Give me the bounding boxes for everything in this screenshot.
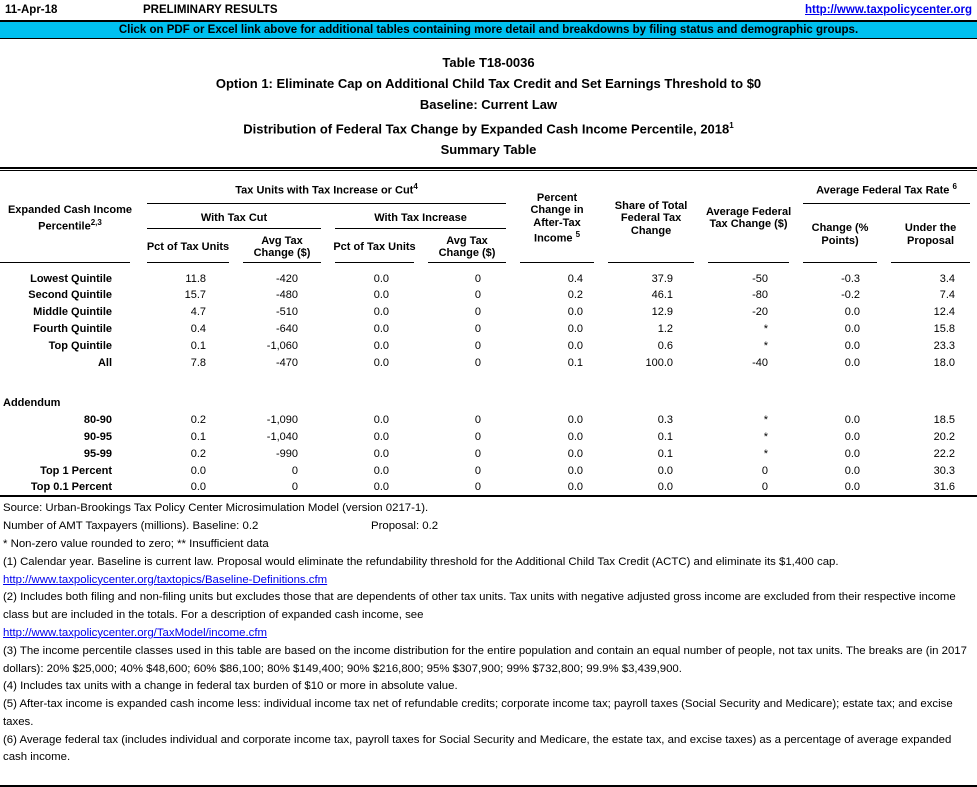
cell: 0.0	[567, 322, 584, 335]
header-underline	[243, 262, 321, 263]
cell: 0.3	[657, 413, 674, 426]
header-inc-avg-change-text: Avg Tax Change ($)	[438, 234, 496, 260]
footnote-3: (3) The income percentile classes used in this table are based on the income distribution for the entire population and contain an equal number of people, not tax units. The breaks are (in 2017 dollars): 20% $25,000; 40% $48,600; 60% $86,100; 80% $149,400; 90% $216,800; 95% $307,900; 99% $732,800; 99.9% $3,439,900.	[3, 644, 967, 675]
cell: 0.0	[567, 413, 584, 426]
header-underline	[147, 228, 321, 229]
header-group-tax-units-sup: 4	[413, 181, 418, 191]
table-row	[0, 286, 977, 303]
cell: 0	[474, 413, 482, 426]
cell: 4.7	[190, 305, 206, 318]
cell: 30.3	[933, 464, 956, 477]
header-expanded-cash-income-text: Expanded Cash Income Percentile	[7, 204, 133, 233]
summary-table	[0, 172, 977, 497]
taxpolicycenter-link[interactable]: http://www.taxpolicycenter.org	[805, 4, 972, 16]
cell: 18.5	[933, 413, 956, 426]
cell: 0.0	[657, 464, 674, 477]
report-date: 11-Apr-18	[5, 4, 58, 16]
cell: 0.0	[373, 464, 389, 477]
summary-table-container	[0, 167, 977, 497]
cell: 0.0	[844, 447, 861, 460]
header-with-tax-cut	[140, 205, 328, 230]
table-header	[0, 172, 977, 264]
amt-taxpayers-line	[3, 518, 973, 536]
cell: 23.3	[933, 339, 956, 352]
cell: 20.2	[933, 430, 956, 443]
header-cut-pct-units-text: Pct of Tax Units	[146, 241, 230, 254]
footnote-4: (4) Includes tax units with a change in federal tax burden of $10 or more in absolute value.	[3, 680, 458, 693]
header-pct-change-text: Percent Change in After-Tax Income	[530, 191, 584, 245]
cell: 0.0	[567, 339, 584, 352]
cell: 0	[291, 481, 298, 494]
cell: 0	[474, 305, 482, 318]
preliminary-results-label: PRELIMINARY RESULTS	[143, 4, 278, 16]
row-label: 95-99	[83, 447, 112, 460]
cell: 0.0	[373, 273, 389, 286]
header-underline	[147, 203, 506, 204]
table-row	[0, 428, 977, 445]
cell: 15.7	[184, 288, 206, 301]
footnote-2: (2) Includes both filing and non-filing units but excludes those that are dependents of other tax units. Tax units with negative adjusted gross income are excluded from their respective income class but are included in the totals. For a description of expanded cash income, see	[3, 591, 956, 622]
cell: 0	[474, 288, 482, 301]
cell: 0.0	[373, 288, 389, 301]
cell: 1.2	[657, 322, 674, 335]
cell: 0.1	[567, 356, 584, 369]
table-row	[0, 320, 977, 337]
cell: -990	[275, 447, 298, 460]
header-group-avg-rate	[796, 172, 977, 205]
table-row	[0, 479, 977, 496]
cell: 0.2	[190, 413, 206, 426]
header-inc-avg-change	[421, 230, 513, 264]
cell: -20	[752, 305, 769, 318]
table-row	[0, 411, 977, 428]
cell: 7.4	[939, 288, 956, 301]
header-underline	[335, 262, 414, 263]
header-group-tax-units	[140, 172, 513, 205]
cell: 0.0	[844, 464, 861, 477]
cell: 0.0	[844, 356, 861, 369]
header-rate-under-proposal-text: Under the Proposal	[904, 222, 957, 247]
cell: -640	[275, 322, 298, 335]
header-avg-federal-tax-change-text: Average Federal Tax Change ($)	[705, 205, 792, 231]
section-label: Addendum	[3, 397, 61, 410]
cell: 12.9	[651, 305, 674, 318]
table-row	[0, 337, 977, 354]
header-rate-under-proposal	[884, 205, 977, 264]
cell: 0.0	[844, 339, 861, 352]
table-row	[0, 462, 977, 479]
cell: 0.1	[190, 339, 206, 352]
baseline-definitions-link[interactable]: http://www.taxpolicycenter.org/taxtopics/Baseline-Definitions.cfm	[3, 573, 328, 586]
cell: 0.1	[657, 430, 674, 443]
row-label: Top 0.1 Percent	[30, 481, 112, 494]
header-avg-federal-tax-change	[701, 172, 796, 264]
header-share-of-total-text: Share of Total Federal Tax Change	[614, 199, 688, 237]
header-underline	[708, 262, 789, 263]
header-underline	[428, 262, 506, 263]
cell: 0.0	[373, 413, 389, 426]
cell: 0.0	[567, 305, 584, 318]
header-rate-change-text: Change (% Points)	[811, 222, 869, 247]
cell: *	[763, 413, 769, 426]
cell: 0.0	[844, 305, 861, 318]
table-row	[0, 445, 977, 462]
header-cut-pct-units	[140, 230, 236, 264]
header-rate-change	[796, 205, 884, 264]
cell: 100.0	[645, 356, 674, 369]
table-row	[0, 303, 977, 320]
row-label: Second Quintile	[28, 288, 112, 301]
cell: 0	[474, 273, 482, 286]
cell: 0.0	[844, 413, 861, 426]
cell: 0.0	[567, 430, 584, 443]
cell: -1,090	[266, 413, 298, 426]
row-label: 90-95	[83, 430, 112, 443]
cell: 0.0	[844, 430, 861, 443]
amt-baseline-text: Number of AMT Taxpayers (millions). Baseline: 0.2	[3, 520, 259, 533]
cell: 0	[474, 322, 482, 335]
cell: 18.0	[933, 356, 956, 369]
header-group-avg-rate-text: Average Federal Tax Rate	[816, 184, 950, 197]
legend-note: * Non-zero value rounded to zero; ** Insufficient data	[3, 537, 269, 550]
header-expanded-cash-income	[0, 172, 140, 264]
row-label: Middle Quintile	[33, 305, 112, 318]
distribution-title-footnote-ref: 1	[729, 121, 734, 130]
cell: 12.4	[933, 305, 956, 318]
cell: 0.0	[567, 447, 584, 460]
header-cut-avg-change	[236, 230, 328, 264]
cell: 0.0	[373, 430, 389, 443]
cell: 11.8	[185, 273, 206, 286]
header-pct-change-after-tax-income	[513, 172, 601, 264]
baseline-definitions-link-line	[3, 572, 973, 590]
income-definition-link[interactable]: http://www.taxpolicycenter.org/TaxModel/income.cfm	[3, 626, 267, 639]
cell: -480	[275, 288, 298, 301]
baseline-title: Baseline: Current Law	[419, 97, 558, 112]
cell: -510	[275, 305, 298, 318]
header-underline	[608, 262, 694, 263]
cell: *	[763, 322, 769, 335]
header-group-tax-units-text: Tax Units with Tax Increase or Cut	[235, 184, 414, 197]
section-row	[0, 371, 977, 411]
header-underline	[891, 262, 970, 263]
cell: -470	[275, 356, 298, 369]
cell: -0.3	[841, 273, 861, 286]
cell: 0	[474, 447, 482, 460]
option-title: Option 1: Eliminate Cap on Additional Child Tax Credit and Set Earnings Threshold to $0	[215, 76, 762, 91]
cell: 7.8	[190, 356, 206, 369]
header-pct-change-sup: 5	[575, 230, 581, 239]
cell: 0.0	[373, 356, 389, 369]
row-label: Top Quintile	[48, 339, 112, 352]
cell: 0	[761, 464, 769, 477]
summary-table-label: Summary Table	[440, 142, 537, 158]
cell: 0	[474, 481, 482, 494]
cell: -40	[752, 356, 769, 369]
header-expanded-cash-income-sup: 2,3	[90, 217, 102, 227]
cell: 0	[291, 464, 298, 477]
cell: -1,040	[266, 430, 298, 443]
cell: -1,060	[266, 339, 298, 352]
cell: 0.4	[567, 273, 584, 286]
cell: 0	[474, 430, 482, 443]
cell: 0.0	[373, 481, 389, 494]
cell: *	[763, 430, 769, 443]
header-inc-pct-units	[328, 230, 421, 264]
double-rule	[0, 170, 977, 171]
cell: 0.2	[190, 447, 206, 460]
distribution-title-text: Distribution of Federal Tax Change by Expanded Cash Income Percentile, 2018	[243, 121, 730, 137]
cell: *	[763, 339, 769, 352]
cell: -50	[752, 273, 769, 286]
info-banner: Click on PDF or Excel link above for additional tables containing more detail and breakdowns by filing status and demographic groups.	[0, 22, 977, 39]
cell: 0	[474, 339, 482, 352]
header-with-tax-cut-text: With Tax Cut	[200, 211, 268, 224]
top-bar	[0, 0, 977, 22]
row-label: All	[97, 356, 112, 369]
cell: -0.2	[841, 288, 861, 301]
cell: 3.4	[939, 273, 956, 286]
footnote-1: (1) Calendar year. Baseline is current law. Proposal would eliminate the refundability threshold for the Additional Child Tax Credit (ACTC) and eliminate its $1,400 cap.	[3, 555, 839, 568]
title-block	[0, 52, 977, 160]
header-with-tax-increase-text: With Tax Increase	[374, 211, 467, 224]
cell: 0.2	[567, 288, 584, 301]
cell: 0.0	[373, 322, 389, 335]
cell: 0	[761, 481, 769, 494]
distribution-title	[0, 115, 977, 139]
row-label: Lowest Quintile	[30, 273, 112, 286]
cell: 46.1	[651, 288, 674, 301]
header-underline	[335, 228, 506, 229]
footnote-5: (5) After-tax income is expanded cash income less: individual income tax net of refundable credits; corporate income tax; payroll taxes (Social Security and Medicare); estate tax; and excise taxes.	[3, 698, 953, 728]
table-row	[0, 354, 977, 371]
cell: 37.9	[651, 273, 674, 286]
header-underline	[147, 262, 229, 263]
cell: 31.6	[933, 481, 956, 494]
header-group-avg-rate-sup: 6	[952, 181, 957, 191]
cell: 0.0	[373, 339, 389, 352]
cell: 22.2	[933, 447, 956, 460]
cell: 0.0	[567, 481, 584, 494]
cell: 0.0	[190, 464, 206, 477]
cell: 0.4	[190, 322, 206, 335]
cell: 0.0	[190, 481, 206, 494]
header-underline	[803, 262, 877, 263]
cell: 0.1	[657, 447, 674, 460]
cell: -80	[752, 288, 769, 301]
cell: 0.0	[657, 481, 674, 494]
cell: *	[763, 447, 769, 460]
row-label: Fourth Quintile	[33, 322, 112, 335]
header-share-of-total	[601, 172, 701, 264]
header-underline	[520, 262, 594, 263]
cell: 0	[474, 356, 482, 369]
cell: -420	[275, 273, 298, 286]
cell: 0.0	[373, 447, 389, 460]
header-underline	[0, 262, 130, 263]
cell: 15.8	[933, 322, 956, 335]
cell: 0.0	[567, 464, 584, 477]
header-cut-avg-change-text: Avg Tax Change ($)	[253, 234, 311, 260]
header-with-tax-increase	[328, 205, 513, 230]
row-label: 80-90	[83, 413, 112, 426]
cell: 0	[474, 464, 482, 477]
cell: 0.0	[844, 481, 861, 494]
cell: 0.6	[657, 339, 674, 352]
row-label: Top 1 Percent	[40, 464, 112, 477]
cell: 0.0	[844, 322, 861, 335]
income-definition-link-line	[3, 625, 973, 643]
cell: 0.1	[190, 430, 206, 443]
footnotes	[0, 497, 977, 767]
table-body	[0, 264, 977, 496]
footnote-6: (6) Average federal tax (includes individual and corporate income tax, payroll taxes for Social Security and Medicare, the estate tax, and excise taxes) as a percentage of average expanded cash income.	[3, 733, 952, 764]
header-inc-pct-units-text: Pct of Tax Units	[333, 241, 416, 254]
amt-proposal-text: Proposal: 0.2	[371, 520, 439, 533]
table-row	[0, 264, 977, 286]
header-underline	[803, 203, 970, 204]
source-note: Source: Urban-Brookings Tax Policy Center Microsimulation Model (version 0217-1).	[3, 502, 429, 515]
table-number: Table T18-0036	[442, 55, 535, 70]
cell: 0.0	[373, 305, 389, 318]
